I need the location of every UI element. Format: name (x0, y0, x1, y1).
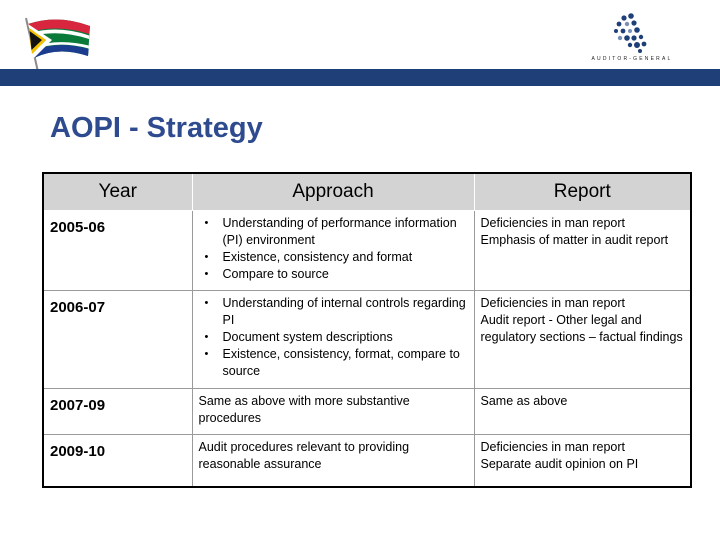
report-line: Deficiencies in man report (480, 296, 626, 310)
approach-bullet: • Existence, consistency, format, compare to source (199, 346, 468, 380)
approach-bullet: • Compare to source (199, 266, 468, 283)
header-bar (0, 69, 720, 86)
report-line: Audit report - Other legal and regulatory sections – factual findings (480, 313, 683, 344)
table-header-row (43, 173, 691, 211)
south-africa-flag-icon (18, 12, 98, 74)
report-line: Deficiencies in man report (480, 216, 626, 230)
approach-cell: Same as above with more substantive procedures (192, 389, 474, 435)
year-cell: 2009-10 (43, 435, 192, 487)
year-cell: 2006-07 (43, 291, 192, 389)
approach-cell (192, 291, 474, 389)
approach-column-header: Approach (192, 173, 474, 211)
header (0, 0, 720, 70)
report-cell: Same as above (474, 389, 691, 435)
report-cell (474, 291, 691, 389)
year-cell: 2005-06 (43, 211, 192, 291)
approach-cell (192, 211, 474, 291)
table-row (43, 389, 691, 435)
table-row (43, 435, 691, 487)
auditor-general-logo-icon (572, 10, 692, 68)
report-cell (474, 435, 691, 487)
approach-cell: Audit procedures relevant to providing reasonable assurance (192, 435, 474, 487)
strategy-table (42, 172, 692, 488)
year-column-header: Year (43, 173, 192, 211)
approach-bullet: • Document system descriptions (199, 329, 468, 346)
logo-text: AUDITOR-GENERAL (591, 56, 673, 62)
approach-bullet: • Understanding of internal controls regarding PI (199, 295, 468, 329)
report-column-header: Report (474, 173, 691, 211)
report-line: Emphasis of matter in audit report (480, 233, 669, 247)
page-title: AOPI - Strategy (50, 112, 263, 144)
report-line: Deficiencies in man report (480, 440, 626, 454)
report-line: Separate audit opinion on PI (480, 457, 639, 471)
table-row (43, 211, 691, 291)
table-row (43, 291, 691, 389)
approach-bullet: • Existence, consistency and format (199, 249, 468, 266)
year-cell: 2007-09 (43, 389, 192, 435)
approach-bullet: • Understanding of performance information (PI) environment (199, 215, 468, 249)
report-cell (474, 211, 691, 291)
